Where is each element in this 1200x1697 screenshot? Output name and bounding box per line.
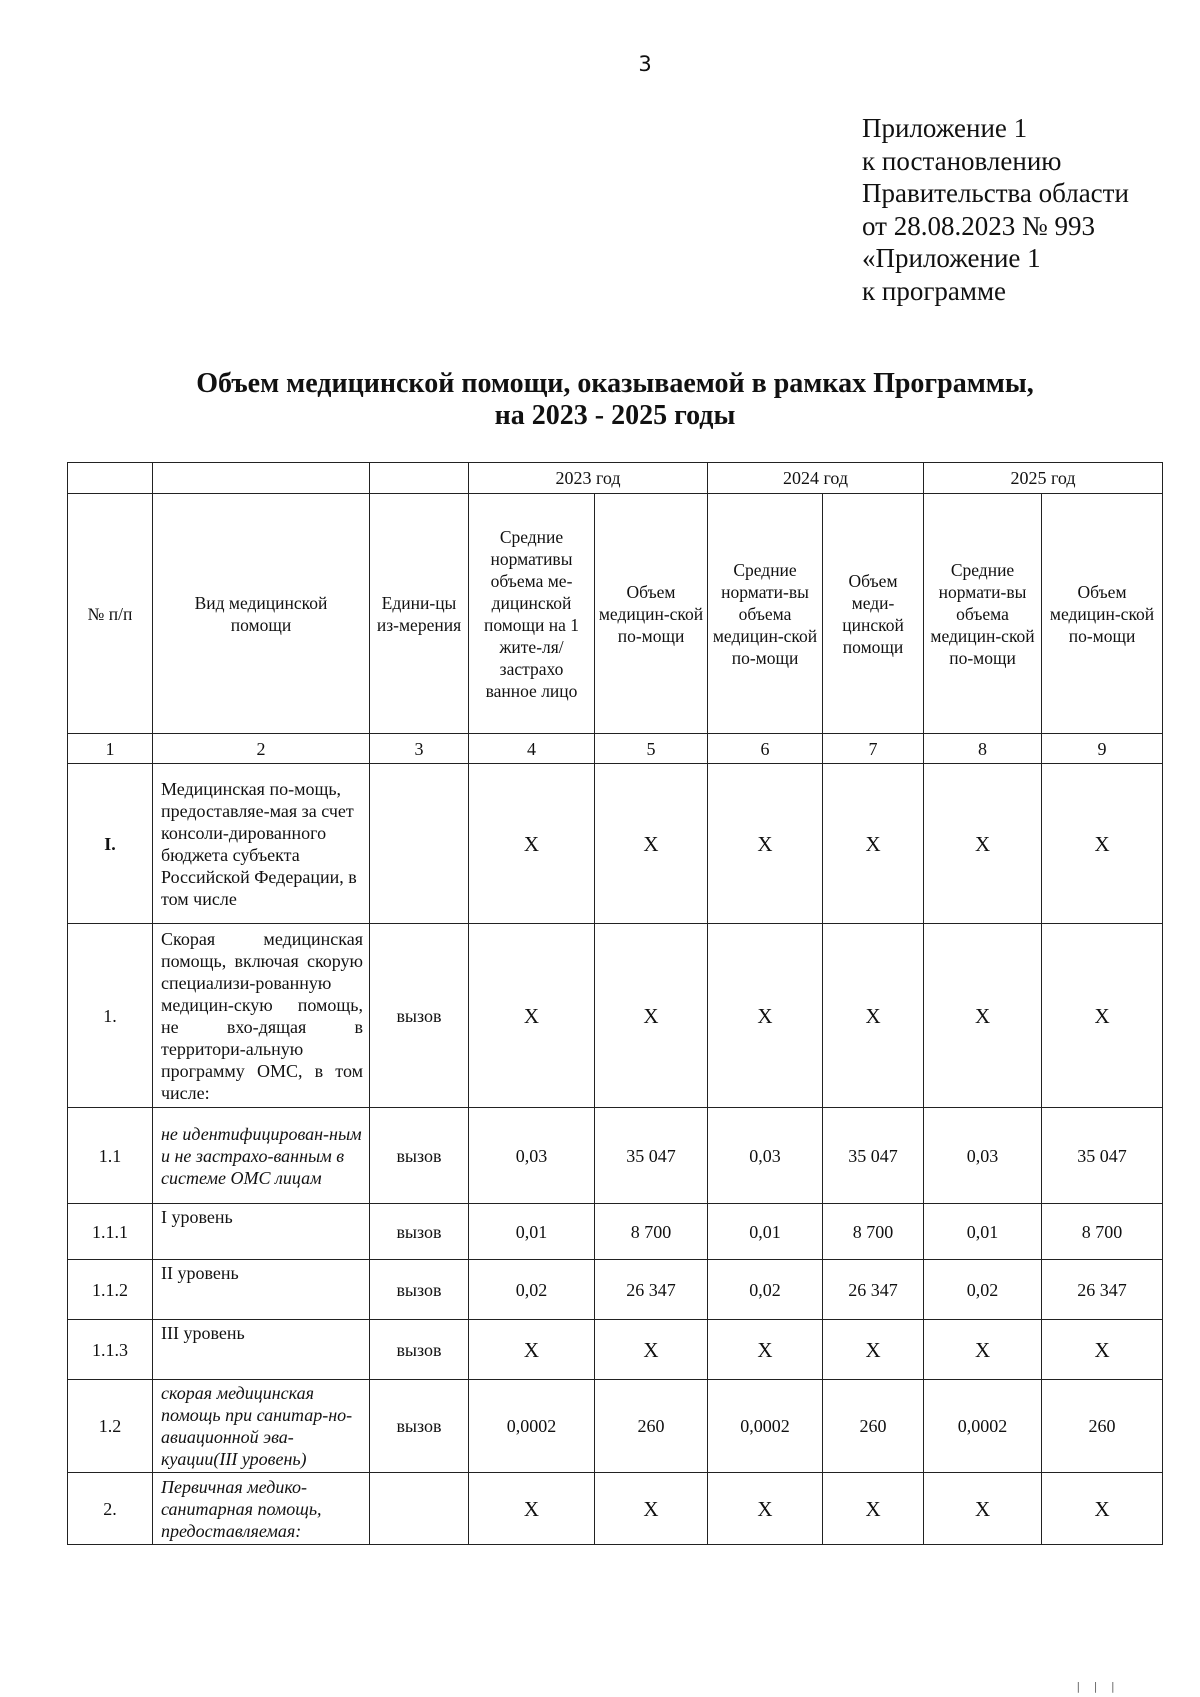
empty-header-cell bbox=[68, 463, 153, 494]
cell-volume-2025: X bbox=[1042, 1320, 1163, 1380]
cell-volume-2025: 26 347 bbox=[1042, 1260, 1163, 1320]
column-number: 9 bbox=[1042, 734, 1163, 764]
year-header: 2023 год bbox=[469, 463, 708, 494]
table-row bbox=[68, 764, 1163, 924]
table-row bbox=[68, 1108, 1163, 1204]
cell-norm-2024: 0,0002 bbox=[708, 1380, 823, 1473]
row-number: 1.1 bbox=[68, 1108, 153, 1204]
column-number: 2 bbox=[153, 734, 370, 764]
table-row bbox=[68, 924, 1163, 1108]
row-number: 1. bbox=[68, 924, 153, 1108]
cell-volume-2025: 35 047 bbox=[1042, 1108, 1163, 1204]
cell-volume-2025: X bbox=[1042, 924, 1163, 1108]
page-number: 3 bbox=[638, 52, 652, 76]
cell-volume-2023: X bbox=[595, 924, 708, 1108]
table-row bbox=[68, 1204, 1163, 1260]
cell-norm-2025: 0,0002 bbox=[924, 1380, 1042, 1473]
appendix-line: «Приложение 1 bbox=[862, 243, 1041, 273]
row-name: Скорая медицинская помощь, включая скорую специализи-рованную медицин-скую помощь, не вхо-дящая в территори-альную программу ОМС, в том числе: bbox=[153, 924, 370, 1108]
cell-volume-2025: X bbox=[1042, 1473, 1163, 1545]
table-row bbox=[68, 1260, 1163, 1320]
column-number: 8 bbox=[924, 734, 1042, 764]
cell-volume-2023: 8 700 bbox=[595, 1204, 708, 1260]
header-volume-2025: Объем медицин-ской по-мощи bbox=[1042, 494, 1163, 734]
column-number: 3 bbox=[370, 734, 469, 764]
cell-norm-2023: 0,03 bbox=[469, 1108, 595, 1204]
table-row bbox=[68, 1380, 1163, 1473]
row-name: не идентифицирован-ным и не застрахо-ванным в системе ОМС лицам bbox=[153, 1108, 370, 1204]
column-number: 5 bbox=[595, 734, 708, 764]
column-number: 1 bbox=[68, 734, 153, 764]
title-line: Объем медицинской помощи, оказываемой в рамках Программы, bbox=[196, 368, 1034, 399]
cell-volume-2025: 260 bbox=[1042, 1380, 1163, 1473]
cell-volume-2024: 35 047 bbox=[823, 1108, 924, 1204]
cell-norm-2023: X bbox=[469, 924, 595, 1108]
cell-norm-2025: 0,03 bbox=[924, 1108, 1042, 1204]
cell-norm-2023: X bbox=[469, 1473, 595, 1545]
cell-volume-2023: 260 bbox=[595, 1380, 708, 1473]
cell-volume-2023: X bbox=[595, 1473, 708, 1545]
cell-norm-2023: X bbox=[469, 1320, 595, 1380]
cell-volume-2025: 8 700 bbox=[1042, 1204, 1163, 1260]
cell-volume-2024: X bbox=[823, 1320, 924, 1380]
row-unit: вызов bbox=[370, 924, 469, 1108]
header-norm-2025: Средние нормати-вы объема медицин-ской по-мощи bbox=[924, 494, 1042, 734]
row-name: II уровень bbox=[153, 1260, 370, 1320]
cell-norm-2024: X bbox=[708, 764, 823, 924]
column-number: 4 bbox=[469, 734, 595, 764]
table-row bbox=[68, 1320, 1163, 1380]
header-norm-2023: Средние нормативы объема ме-дицинской помощи на 1 жите-ля/застрахо ванное лицо bbox=[469, 494, 595, 734]
row-number: 2. bbox=[68, 1473, 153, 1545]
cell-norm-2023: 0,0002 bbox=[469, 1380, 595, 1473]
table-row bbox=[68, 1473, 1163, 1545]
cell-volume-2024: 26 347 bbox=[823, 1260, 924, 1320]
row-name: I уровень bbox=[153, 1204, 370, 1260]
cell-norm-2025: X bbox=[924, 1473, 1042, 1545]
cell-norm-2024: 0,01 bbox=[708, 1204, 823, 1260]
header-volume-2024: Объем меди-цинской помощи bbox=[823, 494, 924, 734]
row-unit bbox=[370, 764, 469, 924]
cell-norm-2025: X bbox=[924, 924, 1042, 1108]
cell-norm-2025: 0,01 bbox=[924, 1204, 1042, 1260]
column-number: 7 bbox=[823, 734, 924, 764]
appendix-block bbox=[862, 112, 1129, 307]
cell-volume-2024: X bbox=[823, 924, 924, 1108]
cell-norm-2024: X bbox=[708, 1320, 823, 1380]
row-unit: вызов bbox=[370, 1204, 469, 1260]
empty-header-cell bbox=[153, 463, 370, 494]
cell-norm-2025: X bbox=[924, 1320, 1042, 1380]
document-title bbox=[140, 368, 1090, 432]
row-number: 1.1.3 bbox=[68, 1320, 153, 1380]
year-header-row bbox=[68, 463, 1163, 494]
cell-volume-2023: X bbox=[595, 764, 708, 924]
cell-norm-2023: 0,02 bbox=[469, 1260, 595, 1320]
header-unit: Едини-цы из-мерения bbox=[370, 494, 469, 734]
appendix-line: от 28.08.2023 № 993 bbox=[862, 210, 1095, 241]
header-num: № п/п bbox=[68, 494, 153, 734]
year-header: 2024 год bbox=[708, 463, 924, 494]
row-name: Медицинская по-мощь, предоставляе-мая за счет консоли-дированного бюджета субъекта Российской Федерации, в том числе bbox=[153, 764, 370, 924]
row-name: скорая медицинская помощь при санитар-но- авиационной эва-куации(III уровень) bbox=[153, 1380, 370, 1473]
scan-marks: | | | bbox=[1075, 1680, 1119, 1693]
cell-volume-2023: 26 347 bbox=[595, 1260, 708, 1320]
appendix-line: Правительства области bbox=[862, 178, 1129, 208]
cell-volume-2023: X bbox=[595, 1320, 708, 1380]
row-name: Первичная медико-санитарная помощь, предоставляемая: bbox=[153, 1473, 370, 1545]
header-norm-2024: Средние нормати-вы объема медицин-ской по-мощи bbox=[708, 494, 823, 734]
cell-volume-2024: X bbox=[823, 764, 924, 924]
cell-norm-2025: 0,02 bbox=[924, 1260, 1042, 1320]
appendix-line: Приложение 1 bbox=[862, 113, 1028, 143]
row-unit bbox=[370, 1473, 469, 1545]
cell-volume-2025: X bbox=[1042, 764, 1163, 924]
appendix-line: к постановлению bbox=[862, 145, 1062, 176]
cell-norm-2023: X bbox=[469, 764, 595, 924]
header-type: Вид медицинской помощи bbox=[153, 494, 370, 734]
header-volume-2023: Объем медицин-ской по-мощи bbox=[595, 494, 708, 734]
cell-norm-2025: X bbox=[924, 764, 1042, 924]
row-unit: вызов bbox=[370, 1260, 469, 1320]
row-number: 1.1.2 bbox=[68, 1260, 153, 1320]
row-number: 1.1.1 bbox=[68, 1204, 153, 1260]
cell-norm-2024: X bbox=[708, 924, 823, 1108]
year-header: 2025 год bbox=[924, 463, 1163, 494]
cell-norm-2024: X bbox=[708, 1473, 823, 1545]
medical-volume-table bbox=[67, 462, 1163, 1545]
cell-norm-2024: 0,03 bbox=[708, 1108, 823, 1204]
row-unit: вызов bbox=[370, 1108, 469, 1204]
cell-volume-2024: 260 bbox=[823, 1380, 924, 1473]
appendix-line: к программе bbox=[862, 275, 1007, 306]
cell-volume-2024: X bbox=[823, 1473, 924, 1545]
cell-norm-2024: 0,02 bbox=[708, 1260, 823, 1320]
row-name: III уровень bbox=[153, 1320, 370, 1380]
column-number: 6 bbox=[708, 734, 823, 764]
column-header-row bbox=[68, 494, 1163, 734]
row-number: 1.2 bbox=[68, 1380, 153, 1473]
empty-header-cell bbox=[370, 463, 469, 494]
cell-volume-2023: 35 047 bbox=[595, 1108, 708, 1204]
column-number-row bbox=[68, 734, 1163, 764]
cell-volume-2024: 8 700 bbox=[823, 1204, 924, 1260]
cell-norm-2023: 0,01 bbox=[469, 1204, 595, 1260]
row-unit: вызов bbox=[370, 1380, 469, 1473]
row-unit: вызов bbox=[370, 1320, 469, 1380]
row-number: I. bbox=[68, 764, 153, 924]
title-line: на 2023 - 2025 годы bbox=[494, 400, 736, 431]
